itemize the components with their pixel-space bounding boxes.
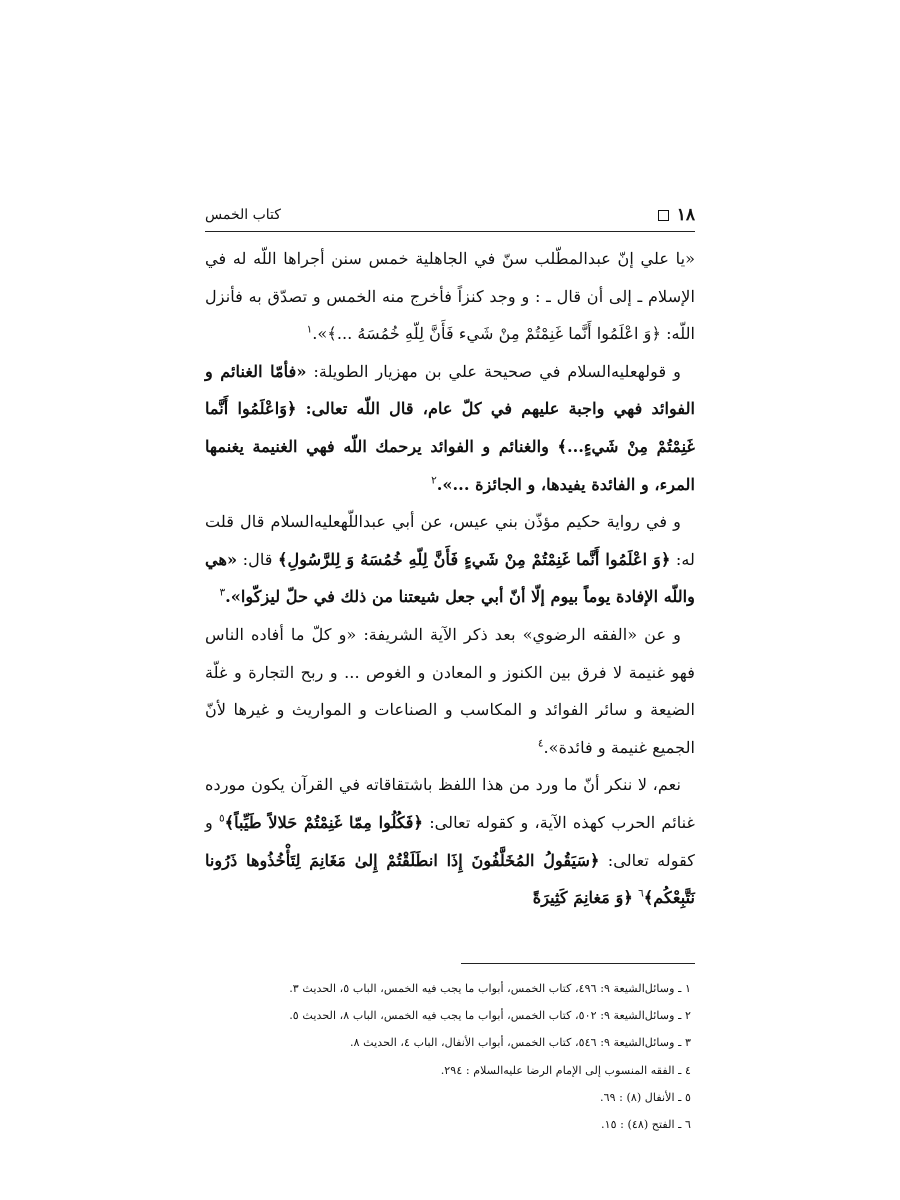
paragraph-5-verse-3: ﴿وَ مَغانِمَ كَثِيرَةً: [532, 888, 633, 908]
honorific: عليه‌السلام: [567, 361, 638, 381]
paragraph-4-text: و عن «الفقه الرضوي» بعد ذكر الآية الشريفة: «و كلّ ما أفاده الناس فهو غنيمة لا فرق بين الكنوز و المعادن و الغوص ... و ربح التجارة و غلّة الضيعة و سائر الفوائد و المكاسب و الصناعات و المواريث و غيرها لأنّ الجميع غنيمة و فائدة».: [205, 624, 695, 757]
paragraph-2: [205, 353, 695, 503]
paragraph-5-text-2: و كقوله تعالى:: [205, 812, 695, 870]
square-outline-icon: [658, 210, 669, 221]
paragraph-3-lead: و في رواية حكيم مؤذّن بني عيس، عن أبي عبداللّه: [340, 512, 681, 532]
honorific: عليه‌السلام: [270, 512, 341, 532]
footnote-1: ١ ـ وسائل‌الشيعة ٩: ٤٩٦، كتاب الخمس، أبواب ما يجب فيه الخمس، الباب ٥، الحديث ٣.: [289, 982, 691, 995]
paragraph-1-text: «يا علي إنّ عبدالمطّلب سنّ في الجاهلية خمس سنن أجراها اللّه له في الإسلام ـ إلى أن قال ـ : و وجد كنزاً فأخرج منه الخمس و تصدّق به فأنزل اللّه: ﴿وَ اعْلَمُوا أَنَّما غَنِمْتُمْ مِنْ شَيء فَأَنَّ لِلّهِ خُمُسَهُ ...﴾».: [205, 249, 695, 344]
main-text: [205, 240, 695, 917]
page-number: ١٨: [676, 205, 695, 225]
footnote-6: ٦ ـ الفتح (٤٨) : ١٥.: [601, 1118, 691, 1132]
paragraph-5-verse-1: ﴿فَكُلُوا مِمّا غَنِمْتُمْ حَلالاً طَيِّباً﴾: [224, 812, 424, 832]
header-divider: [205, 231, 695, 232]
paragraph-3-quote: «هي واللّه الإفادة يوماً بيوم إلّا أنّ أبي جعل شيعتنا من ذلك في حلّ ليزكّوا».: [205, 549, 695, 607]
paragraph-5-text-1: نعم، لا ننكر أنّ ما ورد من هذا اللفظ باشتقاقاته في القرآن يكون مورده غنائم الحرب كهذه الآية، و كقوله تعالى:: [205, 775, 695, 832]
footnote-3: ٣ ـ وسائل‌الشيعة ٩: ٥٤٦، كتاب الخمس، أبواب الأنفال، الباب ٤، الحديث ٨.: [350, 1036, 691, 1050]
paragraph-4: [205, 616, 695, 766]
paragraph-3-verse: ﴿وَ اعْلَمُوا أَنَّما غَنِمْتُمْ مِنْ شَيءٍ فَأَنَّ لِلّهِ خُمُسَهُ وَ لِلرَّسُولِ﴾: [278, 549, 671, 569]
running-header: [205, 202, 695, 228]
paragraph-3-mid: قال قلت له:: [205, 512, 695, 569]
paragraph-2-mid: في صحيحة علي بن مهزيار الطويلة:: [306, 361, 568, 381]
footnote-ref-2[interactable]: ٢: [431, 474, 437, 487]
paragraph-5: [205, 766, 695, 916]
footnote-divider: [461, 963, 695, 964]
paragraph-1: [205, 240, 695, 353]
paragraph-3-mid2: قال:: [237, 549, 279, 569]
footnote-ref-6[interactable]: ٦: [638, 887, 644, 900]
paragraph-2-lead: و قوله: [637, 361, 681, 381]
footnote-ref-5[interactable]: ٥: [219, 812, 225, 825]
book-title: كتاب الخمس: [205, 207, 281, 223]
footnote-2: ٢ ـ وسائل‌الشيعة ٩: ٥٠٢، كتاب الخمس، أبواب ما يجب فيه الخمس، الباب ٨، الحديث ٥.: [289, 1009, 691, 1023]
footnote-5: ٥ ـ الأنفال (٨) : ٦٩.: [600, 1090, 691, 1104]
footnotes: [205, 975, 695, 1138]
paragraph-5-verse-2: ﴿سَيَقُولُ المُخَلَّفُونَ إِذَا انطَلَقْتُمْ إِلىٰ مَغَانِمَ لِتَأْخُذُوها ذَرُونا نَتَّبِعْكُم﴾: [205, 850, 695, 908]
paragraph-2-quote: «فأمّا الغنائم و الفوائد فهي واجبة عليهم في كلّ عام، قال اللّه تعالى: ﴿وَاعْلَمُوا أَنَّما غَنِمْتُمْ مِنْ شَيءٍ...﴾ والغنائم و الفوائد يرحمك اللّه فهي الغنيمة يغنمها المرء، و الفائدة يفيدها، و الجائزة ...».: [205, 361, 695, 494]
footnote-ref-4[interactable]: ٤: [537, 737, 544, 750]
paragraph-3: [205, 503, 695, 616]
footnote-ref-3[interactable]: ٣: [219, 586, 226, 599]
footnote-ref-1[interactable]: ١: [306, 323, 313, 336]
footnote-4: ٤ ـ الفقه المنسوب إلى الإمام الرضا عليه‌السلام : ٢٩٤.: [440, 1063, 691, 1077]
page-number-block: [658, 205, 695, 225]
